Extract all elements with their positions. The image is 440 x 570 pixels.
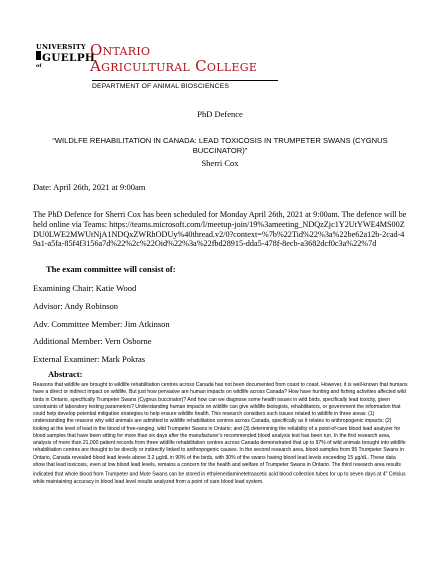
abstract-text-end: Celsius while maintaining accuracy in blood lead level results analyzed from a point of care blood lead system. [33,471,406,485]
logo-guelph-text: GUELPH [42,52,96,64]
college-name-line1: Ontario [90,41,151,59]
committee-member-chair: Examining Chair: Katie Wood [33,283,137,293]
thesis-title: “WILDLFE REHABILITATION IN CANADA: LEAD TOXICOSIS IN TRUMPETER SWANS (CYGNUS BUCCINATOR)” [52,136,388,155]
header-divider [92,80,278,81]
committee-heading: The exam committee will consist of: [46,264,176,274]
logo-of-text: of [36,63,42,69]
defence-date: Date: April 26th, 2021 at 9:00am [33,182,146,192]
candidate-name: Sherri Cox [201,158,239,168]
teams-meeting-link[interactable]: https://teams.microsoft.com/l/meetup-join/19%3ameeting_NDQzZjc1Y2UtYWE4MS00ZDU0LWE2MWUtNjA1NDQxZWRhODUy%40thread.v2/0?context=%7b%22Tid%22%3a%22be62a12b-2cad-49a1-a5fa-85f4f3156a7d%22%2c%22Oid%22%3a%22fbd28915-dda5-478f-8ecb-a3682dcf0c3a%22%7d [33,219,405,249]
page-title: PhD Defence [197,109,243,119]
announcement-text: The PhD Defence for Sherri Cox has been scheduled for Monday April 26th, 2021 at 9:00am. The defence will be held online via Teams: [33,210,407,229]
committee-member-advisor: Advisor: Andy Robinson [33,301,119,311]
abstract-text [33,382,408,486]
committee-member-external: External Examiner: Mark Pokras [33,354,146,364]
department-name: DEPARTMENT OF ANIMAL BIOSCIENCES [92,83,230,90]
logo-university-text: UNIVERSITY [36,43,86,51]
committee-member-additional: Additional Member: Vern Osborne [33,336,152,346]
college-name-line2: Agricultural College [90,57,258,75]
crest-icon [36,51,41,60]
abstract-text-main: Reasons that wildlife are brought to wildlife rehabilitation centres across Canada has not been documented from coast to coast. However, it is well-known that humans have a direct or indirect impact on wildlife. But just how pervasive are human impacts on wildlife across Canada? How have hunting and fishing activities affected wild birds in Ontario, specifically Trumpeter Swans (Cygnus buccinator)? And how can we diagnose some health issues in wild birds, specifically lead toxicity, given constraints of laboratory testing parameters? Understanding human impacts on wildlife can give wildlife biologists, rehabilitators, or government the information that could help develop potential mitigation strategies to help ensure wildlife health. This research considers such issues related to wildlife in three areas: (1) understanding the reasons why wild animals are admitted to wildlife rehabilitation centres across Canada, specifically as it relates to anthropogenic impacts; (2) looking at the level of lead in the blood of free-ranging, wild Trumpeter Swans in Ontario; and (3) determining the reliability of a point-of-care blood lead analyzer for blood samples that have been sitting for more than six days after the manufacturer’s recommended blood analysis test has been run. In the first research area, analysis of more than 21,000 patient records from three wildlife rehabilitation centres across Canada demonstrated that up to 97% of wild animals brought into wildlife rehabilitation centres are thought to be directly or indirectly linked to anthropogenic causes. In the second research area, blood samples from 95 Trumpeter Swans in Ontario, Canada revealed blood lead levels above 3.2 µg/dL in 90% of the birds, with 30% of the swans having blood lead levels exceeding 15 µg/dL. These data show that lead toxicosis, even at low blood lead levels, remains a concern for the health and welfare of Trumpeter Swans in Ontario. The third research area results indicated that whole blood from Trumpeter and Mute Swans can be stored in ethylenediaminetetraacetic acid blood collection tubes for up to seven days at 4 [33,382,408,478]
abstract-heading: Abstract: [48,369,83,379]
university-of-guelph-logo [36,43,96,73]
announcement-paragraph [33,210,408,249]
committee-member-advisory: Adv. Committee Member: Jim Atkinson [33,319,170,329]
degree-superscript: o [385,470,388,474]
college-wordmark [90,42,257,74]
